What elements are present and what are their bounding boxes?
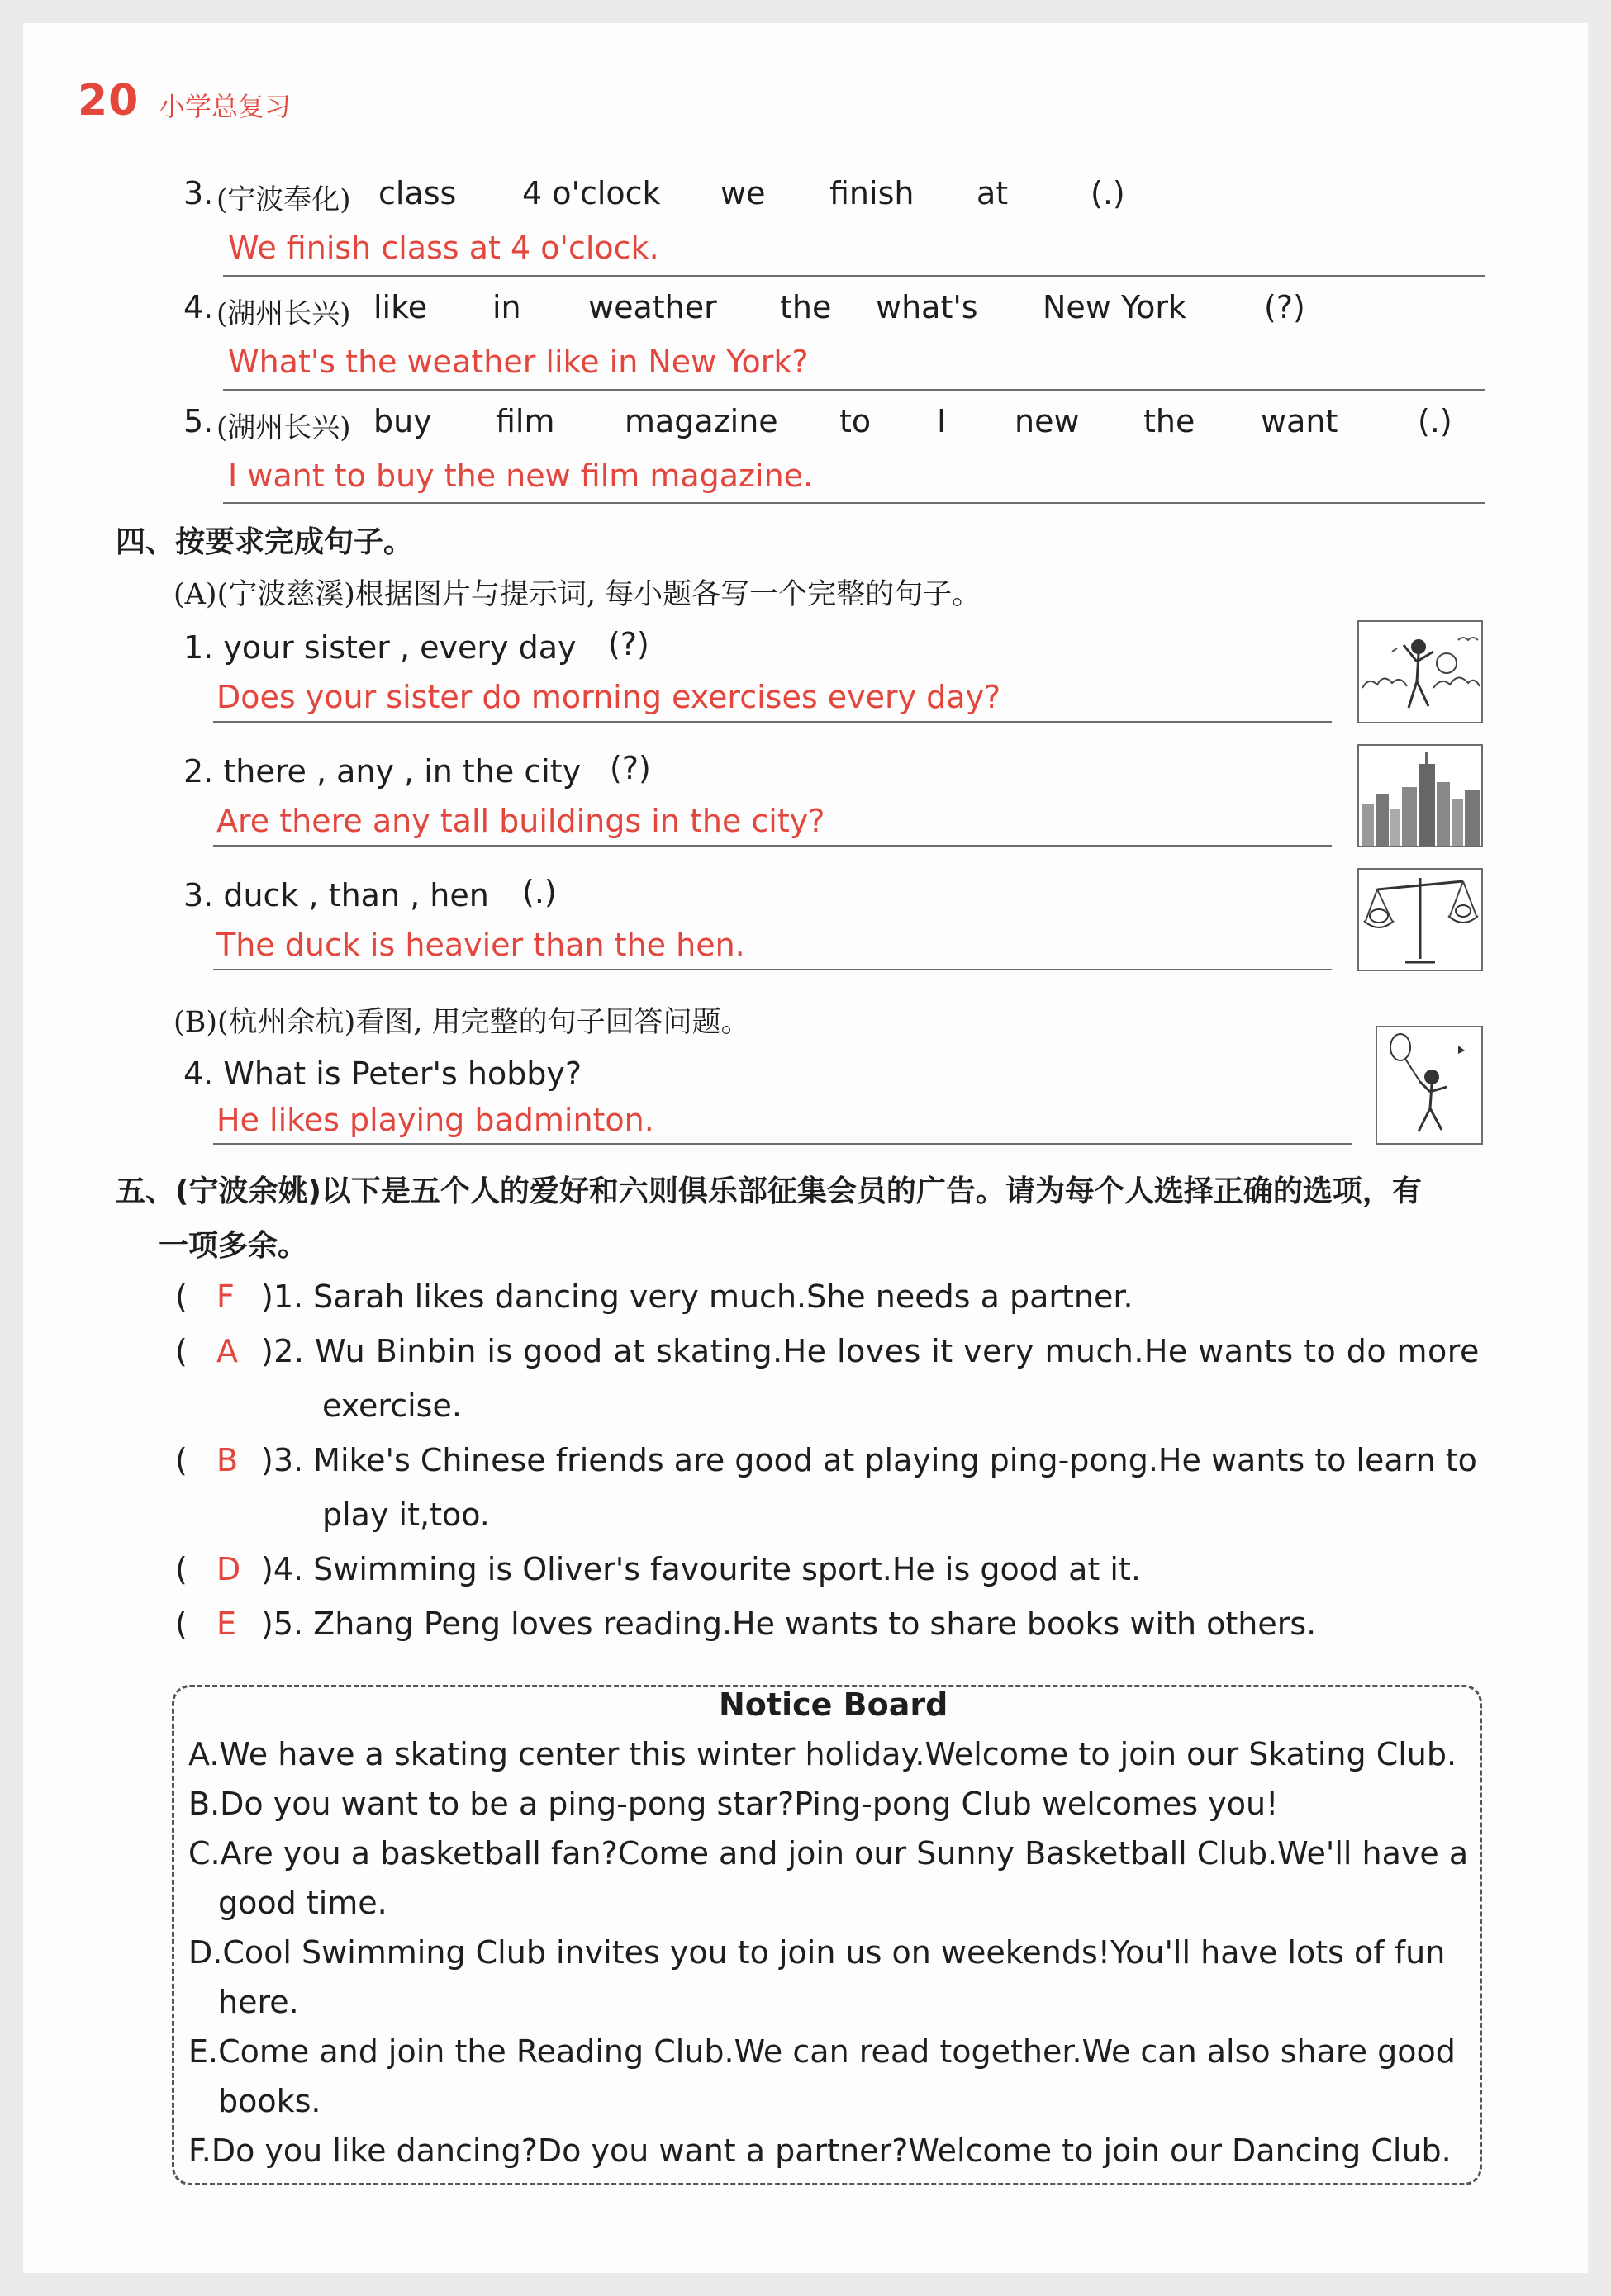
- paren-open: (: [175, 1442, 188, 1478]
- prompt-1: 1. your sister , every day: [183, 629, 577, 666]
- prompt-4: 4. What is Peter's hobby?: [183, 1055, 582, 1092]
- answer-text: What's the weather like in New York?: [228, 344, 809, 380]
- source-tag: (湖州长兴): [216, 411, 351, 444]
- building-icon: [1359, 746, 1481, 846]
- notice-d: D.Cool Swimming Club invites you to join us on weekends!You'll have lots of fun: [188, 1934, 1446, 1971]
- page-title: 小学总复习: [159, 91, 292, 122]
- badminton-picture: [1376, 1026, 1483, 1145]
- word: new: [1015, 403, 1080, 439]
- badminton-icon: [1377, 1027, 1481, 1143]
- word: want: [1261, 403, 1338, 439]
- answer-line: [223, 502, 1485, 504]
- answer-text: He likes playing badminton.: [216, 1102, 654, 1138]
- word: finish: [829, 175, 915, 211]
- end-punct: (?): [608, 626, 649, 662]
- answer-text: The duck is heavier than the hen.: [216, 927, 745, 963]
- section-5-heading-line1: 五、(宁波余姚)以下是五个人的爱好和六则俱乐部征集会员的广告。请为每个人选择正确的选项，有: [116, 1174, 1422, 1208]
- item-number: 5.: [183, 403, 214, 439]
- answer-line: [223, 389, 1485, 391]
- notice-c: C.Are you a basketball fan?Come and join our Sunny Basketball Club.We'll have a: [188, 1835, 1469, 1871]
- section-5-heading-line2: 一项多余。: [159, 1229, 308, 1263]
- prompt-3: 3. duck , than , hen: [183, 877, 489, 913]
- answer-text: Are there any tall buildings in the city?: [216, 803, 825, 839]
- source-tag: (湖州长兴): [216, 297, 351, 330]
- item-text: )1. Sarah likes dancing very much.She needs a partner.: [261, 1278, 1133, 1315]
- notice-b: B.Do you want to be a ping-pong star?Ping-pong Club welcomes you!: [188, 1786, 1279, 1822]
- answer-line: [223, 275, 1485, 277]
- item-text: )2. Wu Binbin is good at skating.He loves it very much.He wants to do more: [261, 1333, 1480, 1369]
- section-4b-instructions: (B)(杭州余杭)看图, 用完整的句子回答问题。: [173, 1006, 750, 1039]
- section-4a-instructions: (A)(宁波慈溪)根据图片与提示词, 每小题各写一个完整的句子。: [173, 578, 981, 611]
- item-text: )3. Mike's Chinese friends are good at playing ping-pong.He wants to learn to: [261, 1442, 1477, 1478]
- answer-text: We finish class at 4 o'clock.: [228, 230, 659, 266]
- notice-e: E.Come and join the Reading Club.We can read together.We can also share good: [188, 2033, 1456, 2070]
- word: 4 o'clock: [522, 175, 661, 211]
- notice-a: A.We have a skating center this winter holiday.Welcome to join our Skating Club.: [188, 1736, 1457, 1772]
- word: to: [839, 403, 872, 439]
- item-text-cont: exercise.: [322, 1388, 462, 1424]
- notice-board-title: Notice Board: [719, 1686, 948, 1723]
- item-text: )4. Swimming is Oliver's favourite sport.He is good at it.: [261, 1551, 1141, 1587]
- end-punct: (?): [1264, 289, 1305, 325]
- answer-text: Does your sister do morning exercises every day?: [216, 679, 1001, 715]
- word: what's: [876, 289, 978, 325]
- paren-open: (: [175, 1551, 188, 1587]
- answer-letter: D: [216, 1551, 241, 1587]
- morning-exercise-picture: [1357, 620, 1483, 723]
- answer-line: [213, 845, 1332, 847]
- source-tag: (宁波奉化): [216, 183, 351, 216]
- exercise-icon: [1359, 622, 1481, 722]
- answer-line: [213, 969, 1332, 970]
- item-number: 3.: [183, 175, 214, 211]
- notice-c-cont: good time.: [218, 1885, 387, 1921]
- paren-open: (: [175, 1333, 188, 1369]
- word: the: [780, 289, 832, 325]
- answer-line: [213, 1143, 1352, 1145]
- word: the: [1143, 403, 1195, 439]
- answer-letter: A: [216, 1333, 238, 1369]
- notice-f: F.Do you like dancing?Do you want a partner?Welcome to join our Dancing Club.: [188, 2132, 1452, 2169]
- item-text-cont: play it,too.: [322, 1497, 490, 1533]
- word: in: [492, 289, 521, 325]
- word: at: [977, 175, 1009, 211]
- section-4-heading: 四、按要求完成句子。: [116, 525, 414, 559]
- end-punct: (.): [1091, 175, 1125, 211]
- page-number: 20: [78, 76, 140, 126]
- answer-letter: B: [216, 1442, 239, 1478]
- notice-d-cont: here.: [218, 1984, 299, 2020]
- answer-line: [213, 721, 1332, 723]
- word: film: [496, 403, 555, 439]
- word: class: [378, 175, 457, 211]
- scale-icon: [1359, 870, 1481, 970]
- answer-letter: E: [216, 1606, 237, 1642]
- word: we: [720, 175, 766, 211]
- item-number: 4.: [183, 289, 214, 325]
- paren-open: (: [175, 1606, 188, 1642]
- end-punct: (.): [522, 874, 557, 910]
- paren-open: (: [175, 1278, 188, 1315]
- prompt-2: 2. there , any , in the city: [183, 753, 582, 790]
- word: magazine: [625, 403, 778, 439]
- word: like: [373, 289, 428, 325]
- item-text: )5. Zhang Peng loves reading.He wants to share books with others.: [261, 1606, 1317, 1642]
- city-buildings-picture: [1357, 744, 1483, 847]
- notice-e-cont: books.: [218, 2083, 321, 2119]
- answer-text: I want to buy the new film magazine.: [228, 458, 814, 494]
- end-punct: (.): [1418, 403, 1452, 439]
- word: buy: [373, 403, 432, 439]
- balance-scale-picture: [1357, 868, 1483, 971]
- word: New York: [1043, 289, 1187, 325]
- end-punct: (?): [610, 750, 651, 786]
- word: weather: [588, 289, 717, 325]
- answer-letter: F: [216, 1278, 235, 1315]
- word: I: [937, 403, 947, 439]
